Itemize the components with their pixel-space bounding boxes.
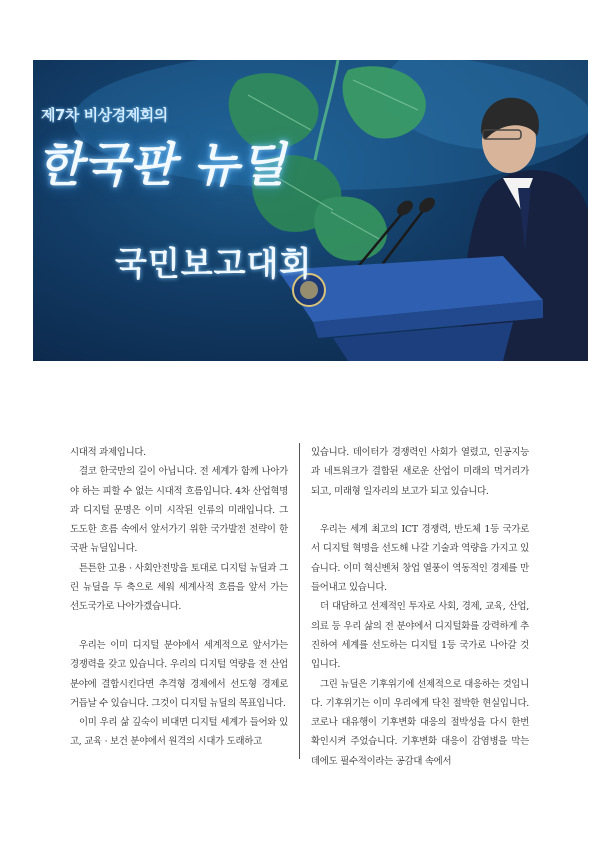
- paragraph: 있습니다. 데이터가 경쟁력인 사회가 열렸고, 인공지능과 네트워크가 결합된 새로운 산업이 미래의 먹거리가 되고, 미래형 일자리의 보고가 되고 있습니다.: [311, 447, 529, 497]
- paragraph: 그린 뉴딜은 기후위기에 선제적으로 대응하는 것입니다. 기후위기는 이미 우리에게 닥친 절박한 현실입니다. 코로나 대유행이 기후변화 대응의 절박성을 다시 한번 확인시켜 주었습니다. 기후변화 대응이 감염병을 막는 데에도 필수적이라는 공감대 속에서: [311, 678, 529, 767]
- paragraph: 우리는 이미 디지털 분야에서 세계적으로 앞서가는 경쟁력을 갖고 있습니다. 우리의 디지털 역량을 전 산업 분야에 결합시킨다면 추격형 경제에서 선도형 경제로 거듭날 수 있습니다. 그것이 디지털 뉴딜의 목표입니다.: [70, 639, 288, 709]
- right-text-column: [311, 443, 529, 771]
- paragraph: 튼튼한 고용 · 사회안전망을 토대로 디지털 뉴딜과 그린 뉴딜을 두 축으로 세워 세계사적 흐름을 앞서 가는 선도국가로 나아가겠습니다.: [70, 562, 288, 613]
- paragraph: 이미 우리 삶 깊숙이 비대면 디지털 세계가 들어와 있고, 교육 · 보건 분야에서 원격의 시대가 도래하고: [70, 717, 288, 748]
- paragraph: 시대적 과제입니다.: [70, 447, 146, 458]
- paragraph: 결코 한국만의 길이 아닙니다. 전 세계가 함께 나아가야 하는 피할 수 없는 시대적 흐름입니다. 4차 산업혁명과 디지털 문명은 이미 시작된 인류의 미래입니다. 그 도도한 흐름 속에서 앞서가기 위한 국가발전 전략이 한국판 뉴딜입니다.: [70, 466, 288, 555]
- paragraph-gap: [70, 617, 288, 636]
- podium-graphic: [278, 256, 543, 361]
- paragraph-gap: [311, 501, 529, 520]
- event-photo: [33, 60, 588, 361]
- backdrop-bottom-text: 국민보고대회: [115, 244, 313, 283]
- backdrop-title: 한국판 뉴딜: [37, 138, 287, 193]
- column-divider: [299, 443, 300, 759]
- backdrop-subtitle: 제7차 비상경제회의: [41, 106, 168, 124]
- left-text-column: [70, 443, 288, 752]
- paragraph: 우리는 세계 최고의 ICT 경쟁력, 반도체 1등 국가로서 디지털 혁명을 선도해 나갈 기술과 역량을 가지고 있습니다. 이미 혁신벤처 창업 열풍이 역동적인 경제를 만들어내고 있습니다.: [311, 524, 529, 594]
- paragraph: 더 대담하고 선제적인 투자로 사회, 경제, 교육, 산업, 의료 등 우리 삶의 전 분야에서 디지털화를 강력하게 추진하여 세계를 선도하는 디지털 1등 국가로 나아갈 것입니다.: [311, 601, 529, 671]
